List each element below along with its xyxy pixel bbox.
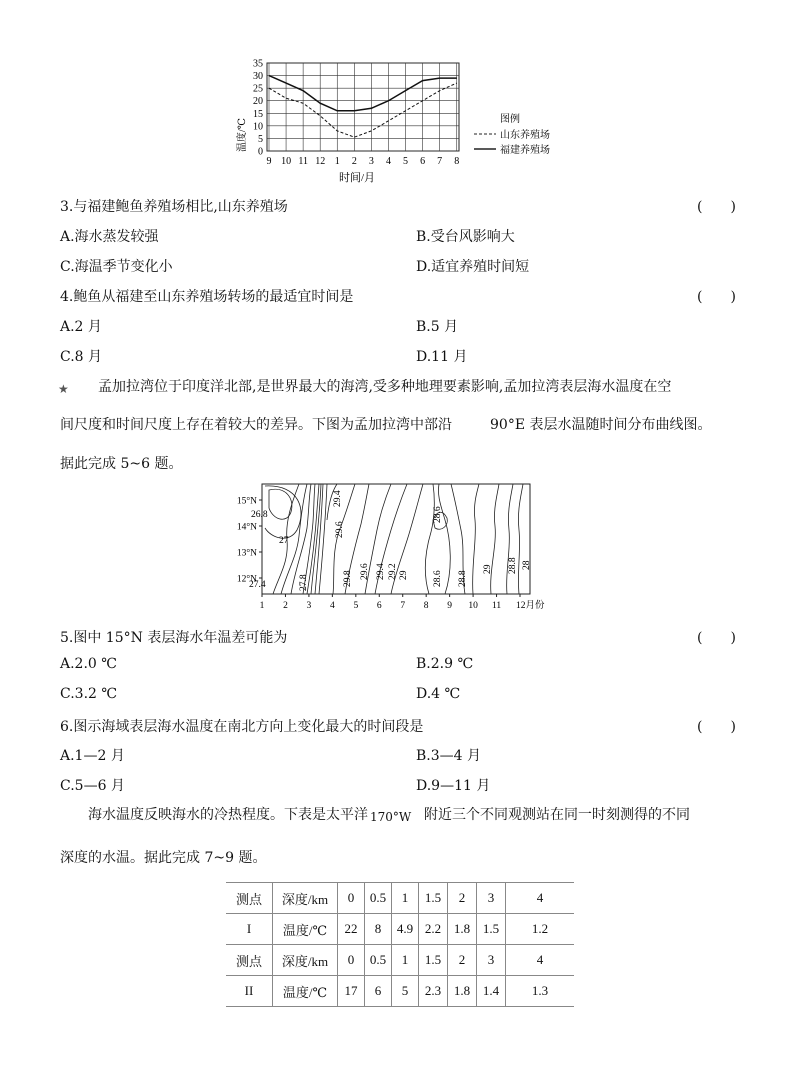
x-tick-label: 2 xyxy=(283,601,288,611)
depth-cell: 1.5 xyxy=(419,945,448,976)
y-axis-label: 温度/℃ xyxy=(237,118,248,152)
y-tick-label: 5 xyxy=(258,133,263,145)
intro1-line1: 孟加拉湾位于印度洋北部,是世界最大的海湾,受多种地理要素影响,孟加拉湾表层海水温度在空 xyxy=(98,379,672,395)
contour-label: 27.8 xyxy=(299,574,309,591)
q3-stem: 3.与福建鲍鱼养殖场相比,山东养殖场 xyxy=(60,199,288,215)
x-tick-label: 4 xyxy=(385,156,391,167)
depth-cell: 0 xyxy=(338,883,365,914)
depth-cell: 4 xyxy=(506,883,575,914)
depth-label: 深度/km xyxy=(273,883,338,914)
depth-cell: 3 xyxy=(477,883,506,914)
contour-label: 28.8 xyxy=(458,570,468,587)
depth-cell: 0.5 xyxy=(365,883,392,914)
contour-label: 29.4 xyxy=(333,490,343,507)
q5-option-b: B.2.9 ℃ xyxy=(416,656,474,672)
y-tick-label: 25 xyxy=(253,83,263,95)
q3-option-b: B.受台风影响大 xyxy=(416,229,515,245)
contour-label: 27.4 xyxy=(249,580,266,590)
q4-option-a: A.2 月 xyxy=(60,319,102,335)
q5-option-d: D.4 ℃ xyxy=(416,686,461,702)
x-tick-label: 11 xyxy=(298,156,308,167)
temp-cell: 22 xyxy=(338,914,365,945)
depth-cell: 2 xyxy=(448,945,477,976)
contour-label: 28.6 xyxy=(433,570,443,587)
x-tick-label: 6 xyxy=(420,156,426,167)
q3-option-d: D.适宜养殖时间短 xyxy=(416,259,530,275)
q6-answer-paren: ( ) xyxy=(697,719,736,735)
contour-label: 27 xyxy=(279,536,289,546)
x-tick-label: 8 xyxy=(423,601,429,611)
x-tick-label: 5 xyxy=(403,156,409,167)
star-mark: ★ xyxy=(58,382,69,396)
y-tick-label: 15 xyxy=(253,108,263,120)
intro2-line1a: 海水温度反映海水的冷热程度。下表是太平洋 xyxy=(88,807,368,823)
q3-answer-paren: ( ) xyxy=(697,199,736,215)
depth-cell: 2 xyxy=(448,883,477,914)
table-row xyxy=(226,976,574,1007)
x-tick-label: 7 xyxy=(400,601,406,611)
q5-option-c: C.3.2 ℃ xyxy=(60,686,118,702)
y-tick-label: 0 xyxy=(258,146,263,158)
station-header: 测点 xyxy=(226,945,273,976)
table-row xyxy=(226,883,574,914)
x-tick-label: 1 xyxy=(259,601,265,611)
depth-label: 深度/km xyxy=(273,945,338,976)
temp-cell: 6 xyxy=(365,976,392,1007)
intro1-line3: 据此完成 5~6 题。 xyxy=(60,456,183,472)
x-tick-label: 11 xyxy=(491,601,502,611)
y-tick-label: 10 xyxy=(253,121,263,133)
sst-contour-chart xyxy=(215,480,595,615)
intro2-line1b: 170°W xyxy=(370,810,412,824)
temp-cell: 1.5 xyxy=(477,914,506,945)
temp-cell: 1.2 xyxy=(506,914,575,945)
temp-cell: 1.3 xyxy=(506,976,575,1007)
contour-label: 28 xyxy=(522,560,532,570)
contour-label: 29.4 xyxy=(376,563,386,580)
q4-option-d: D.11 月 xyxy=(416,349,468,365)
contour-label: 29.6 xyxy=(335,521,345,538)
series-line-fujian xyxy=(269,76,457,111)
chart-grid xyxy=(267,63,459,151)
y-tick-label: 15°N xyxy=(236,496,257,507)
temp-cell: 4.9 xyxy=(392,914,419,945)
q4-option-b: B.5 月 xyxy=(416,319,459,335)
x-tick-label: 5 xyxy=(353,601,359,611)
legend-label-shandong: 山东养殖场 xyxy=(500,130,550,141)
x-tick-label: 9 xyxy=(447,601,453,611)
contour-label: 29 xyxy=(483,564,493,574)
legend-title: 图例 xyxy=(500,114,520,125)
temperature-line-chart xyxy=(230,55,570,190)
temp-cell: 8 xyxy=(365,914,392,945)
temp-cell: 17 xyxy=(338,976,365,1007)
y-tick-label: 20 xyxy=(253,96,263,108)
intro2-line2: 深度的水温。据此完成 7~9 题。 xyxy=(60,850,267,866)
q6-option-a: A.1—2 月 xyxy=(60,748,125,764)
x-tick-labels xyxy=(267,156,460,167)
contour-label: 29.2 xyxy=(388,563,398,580)
contour-label: 29.8 xyxy=(343,570,353,587)
intro1-line2b: 90°E 表层水温随时间分布曲线图。 xyxy=(490,417,712,433)
intro1-line2a: 间尺度和时间尺度上存在着较大的差异。下图为孟加拉湾中部沿 xyxy=(60,417,452,433)
depth-cell: 1 xyxy=(392,945,419,976)
x-tick-label: 7 xyxy=(437,156,443,167)
plot-frame xyxy=(267,63,459,151)
q5-answer-paren: ( ) xyxy=(697,630,736,646)
temp-label: 温度/℃ xyxy=(273,914,338,945)
contour-label: 28.8 xyxy=(508,557,518,574)
contour-label: 29 xyxy=(399,570,409,580)
q6-option-d: D.9—11 月 xyxy=(416,778,491,794)
q5-option-a: A.2.0 ℃ xyxy=(60,656,117,672)
depth-cell: 1.5 xyxy=(419,883,448,914)
temp-cell: 1.8 xyxy=(448,914,477,945)
contour-label: 26.8 xyxy=(251,510,268,520)
x-tick-label: 3 xyxy=(306,601,312,611)
y-tick-label: 14°N xyxy=(236,522,257,533)
q4-stem: 4.鲍鱼从福建至山东养殖场转场的最适宜时间是 xyxy=(60,289,354,305)
x-tick-label: 12月份 xyxy=(516,601,545,611)
x-axis-label: 时间/月 xyxy=(338,172,376,184)
temp-label: 温度/℃ xyxy=(273,976,338,1007)
depth-cell: 0 xyxy=(338,945,365,976)
x-tick-label: 10 xyxy=(281,156,292,167)
q6-option-c: C.5—6 月 xyxy=(60,778,125,794)
chart-lines xyxy=(269,76,457,138)
temp-cell: 1.4 xyxy=(477,976,506,1007)
y-tick-label: 12°N xyxy=(236,574,257,585)
x-tick-label: 8 xyxy=(454,156,460,167)
table-row xyxy=(226,914,574,945)
temp-cell: 1.8 xyxy=(448,976,477,1007)
x-tick-label: 6 xyxy=(376,601,382,611)
temp-cell: 2.3 xyxy=(419,976,448,1007)
depth-cell: 1 xyxy=(392,883,419,914)
intro2-line1c: 附近三个不同观测站在同一时刻测得的不同 xyxy=(424,807,690,823)
contour-label: 29.6 xyxy=(360,563,370,580)
y-tick-label: 30 xyxy=(253,71,263,83)
x-tick-label: 3 xyxy=(368,156,374,167)
q3-option-c: C.海温季节变化小 xyxy=(60,259,173,275)
y-tick-label: 35 xyxy=(253,58,263,70)
q5-stem: 5.图中 15°N 表层海水年温差可能为 xyxy=(60,630,288,646)
water-temperature-table xyxy=(226,882,574,1007)
y-tick-label: 13°N xyxy=(236,548,257,559)
q6-stem: 6.图示海域表层海水温度在南北方向上变化最大的时间段是 xyxy=(60,719,424,735)
station-name: I xyxy=(226,914,273,945)
contour-label: 28.6 xyxy=(433,506,443,523)
q4-answer-paren: ( ) xyxy=(697,289,736,305)
x-tick-label: 2 xyxy=(351,156,357,167)
x-tick-label: 4 xyxy=(329,601,335,611)
table-row xyxy=(226,945,574,976)
temp-cell: 2.2 xyxy=(419,914,448,945)
x-tick-label: 9 xyxy=(266,156,272,167)
q4-option-c: C.8 月 xyxy=(60,349,103,365)
station-header: 测点 xyxy=(226,883,273,914)
legend-label-fujian: 福建养殖场 xyxy=(500,145,550,156)
depth-cell: 3 xyxy=(477,945,506,976)
q6-option-b: B.3—4 月 xyxy=(416,748,482,764)
q3-option-a: A.海水蒸发较强 xyxy=(60,229,159,245)
depth-cell: 4 xyxy=(506,945,575,976)
depth-cell: 0.5 xyxy=(365,945,392,976)
x-tick-label: 10 xyxy=(468,601,478,611)
station-name: II xyxy=(226,976,273,1007)
x-tick-label: 1 xyxy=(334,156,340,167)
y-tick-labels xyxy=(253,59,263,158)
x-tick-label: 12 xyxy=(315,156,326,167)
temp-cell: 5 xyxy=(392,976,419,1007)
